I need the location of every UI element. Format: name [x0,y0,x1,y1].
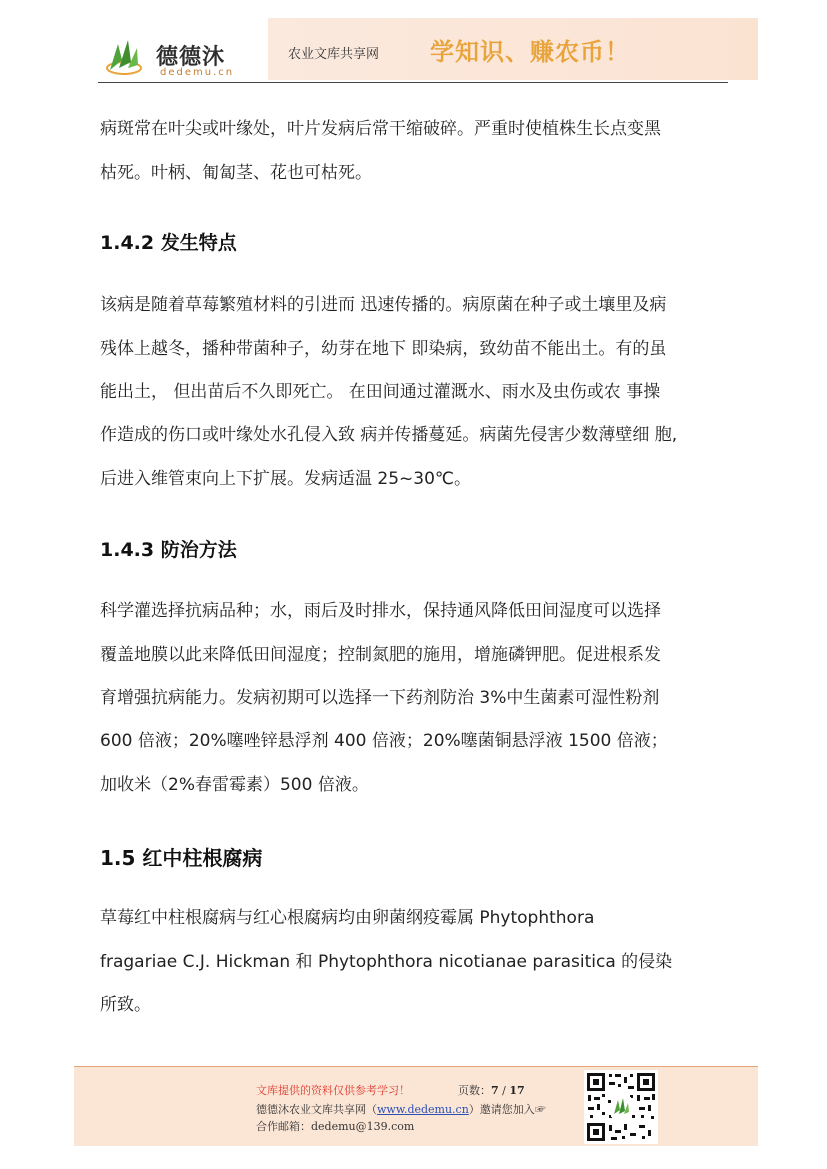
page-counter [458,1082,525,1098]
paragraph-line: 残体上越冬，播种带菌种子，幼芽在地下 即染病，致幼苗不能出土。有的虽 [100,339,667,359]
section-heading-1-4-3: 1.4.3 防治方法 [100,539,237,561]
email-label: 合作邮箱： [256,1120,311,1133]
section-heading-1-5: 1.5 红中柱根腐病 [100,846,263,870]
footer-divider [74,1066,758,1067]
paragraph-line: 科学灌选择抗病品种；水，雨后及时排水，保持通风降低田间湿度可以选择 [100,601,661,621]
paragraph-line: 作造成的伤口或叶缘处水孔侵入致 病并传播蔓延。病菌先侵害少数薄壁细 胞, [100,425,678,445]
footer-site-suffix: ）邀请您加入☞ [468,1103,546,1116]
paragraph-line: 所致。 [100,995,151,1015]
paragraph-line: 600 倍液；20%噻唑锌悬浮剂 400 倍液；20%噻菌铜悬浮液 1500 倍液； [100,731,668,751]
paragraph-line: 育增强抗病能力。发病初期可以选择一下药剂防治 3%中生菌素可湿性粉剂 [100,688,660,708]
page-footer [74,1066,758,1146]
footer-notice: 文库提供的资料仅供参考学习！ [256,1084,410,1097]
logo-domain: dedemu.cn [160,67,235,78]
footer-site-line [256,1101,546,1117]
logo-name: 德德沐 [156,44,226,70]
header-divider [98,82,728,83]
paragraph-line: 能出土， 但出苗后不久即死亡。 在田间通过灌溉水、雨水及虫伤或农 事操 [100,382,661,402]
page-counter-label: 页数： [458,1084,491,1097]
footer-email-line [256,1118,414,1134]
page-current: 7 [491,1084,499,1097]
qr-code-icon[interactable] [584,1070,658,1144]
site-logo[interactable] [98,26,268,80]
section-heading-1-4-2: 1.4.2 发生特点 [100,232,237,254]
paragraph-line: 加收米（2%春雷霉素）500 倍液。 [100,775,369,795]
paragraph-line: fragariae C.J. Hickman 和 Phytophthora nicotianae parasitica 的侵染 [100,952,673,972]
paragraph-line: 后进入维管束向上下扩展。发病适温 25~30℃。 [100,469,472,489]
paragraph-line: 枯死。叶柄、匍匐茎、花也可枯死。 [100,163,372,183]
page-separator: / [498,1084,510,1097]
page-total: 17 [509,1084,525,1097]
header-subtitle: 农业文库共享网 [288,47,380,62]
paragraph-line: 草莓红中柱根腐病与红心根腐病均由卵菌纲疫霉属 Phytophthora [100,908,595,928]
footer-site-prefix: 德德沐农业文库共享网（ [256,1103,377,1116]
page-header [98,18,758,80]
paragraph-line: 该病是随着草莓繁殖材料的引进而 迅速传播的。病原菌在种子或土壤里及病 [100,295,667,315]
leaf-logo-icon [104,38,144,76]
paragraph-line: 覆盖地膜以此来降低田间湿度；控制氮肥的施用，增施磷钾肥。促进根系发 [100,645,661,665]
paragraph-line: 病斑常在叶尖或叶缘处，叶片发病后常干缩破碎。严重时使植株生长点变黑 [100,119,661,139]
header-slogan: 学知识、赚农币！ [430,37,630,66]
site-link[interactable]: www.dedemu.cn [377,1103,469,1116]
email-value[interactable]: dedemu@139.com [311,1120,415,1133]
